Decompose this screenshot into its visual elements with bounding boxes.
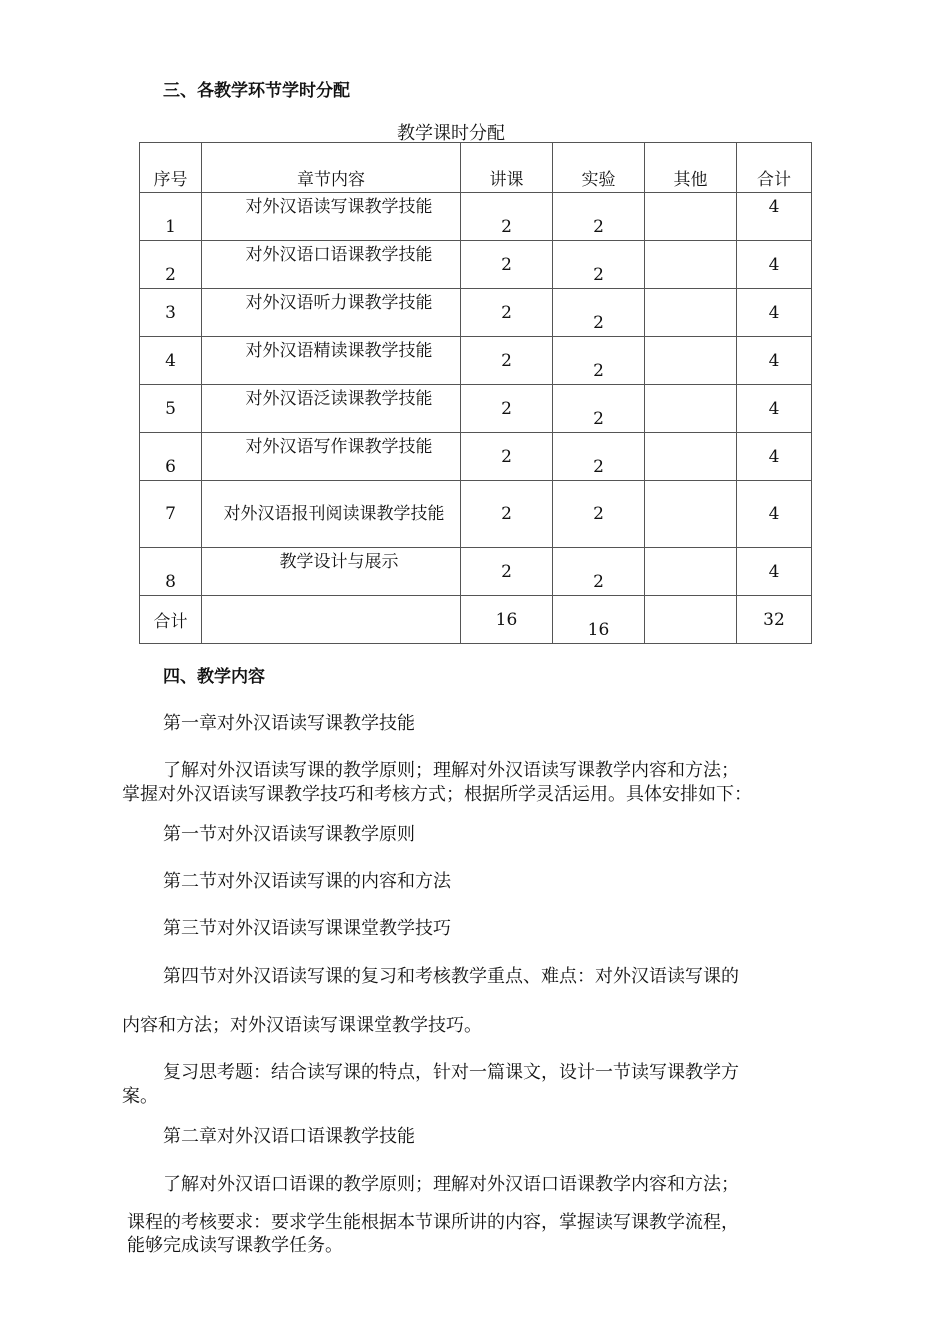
row-total: 4: [768, 398, 780, 419]
row-no: 4: [165, 350, 176, 371]
sum-total: 32: [763, 609, 785, 630]
row-no: 8: [165, 571, 176, 592]
row-lecture: 2: [501, 254, 512, 275]
row-title: 对外汉语精读课教学技能: [245, 340, 433, 361]
header-total: 合计: [737, 143, 812, 193]
table-sum-row: [140, 596, 812, 644]
table-row: [140, 385, 812, 433]
row-total: 4: [768, 561, 780, 582]
header-no: 序号: [140, 143, 202, 193]
row-total: 4: [768, 446, 780, 467]
row-total: 4: [768, 196, 780, 217]
row-lab: 2: [593, 504, 604, 524]
chapter1-section2: 第二节对外汉语读写课的内容和方法: [163, 871, 451, 892]
chapter1-section4-line1: 第四节对外汉语读写课的复习和考核教学重点、难点：对外汉语读写课的: [163, 966, 739, 987]
hours-allocation-table: [139, 142, 812, 644]
row-lecture: 2: [501, 504, 512, 524]
chapter2-intro: 了解对外汉语口语课的教学原则；理解对外汉语口语课教学内容和方法；: [163, 1174, 739, 1195]
review-questions-line1: 复习思考题：结合读写课的特点，针对一篇课文，设计一节读写课教学方: [163, 1062, 739, 1083]
row-lecture: 2: [501, 398, 512, 419]
table-row: [140, 337, 812, 385]
row-lecture: 2: [501, 446, 512, 467]
row-total: 4: [768, 254, 780, 275]
row-title: 对外汉语泛读课教学技能: [245, 388, 433, 409]
row-total: 4: [768, 350, 780, 371]
table-caption: 教学课时分配: [397, 123, 505, 144]
table-row: [140, 289, 812, 337]
table-row: [140, 433, 812, 481]
review-questions-line2: 案。: [122, 1086, 158, 1107]
table-row: [140, 548, 812, 596]
row-lab: 2: [593, 408, 604, 429]
row-no: 1: [165, 216, 176, 237]
chapter1-title: 第一章对外汉语读写课教学技能: [163, 713, 415, 734]
row-lab: 2: [593, 360, 604, 381]
row-title: 对外汉语口语课教学技能: [245, 244, 433, 265]
table-row: [140, 481, 812, 548]
row-lab: 2: [593, 312, 604, 333]
chapter1-section3: 第三节对外汉语读写课课堂教学技巧: [163, 918, 451, 939]
chapter1-intro-line2: 掌握对外汉语读写课教学技巧和考核方式；根据所学灵活运用。具体安排如下：: [122, 784, 752, 805]
chapter2-requirements-line1: 课程的考核要求：要求学生能根据本节课所讲的内容，掌握读写课教学流程，: [127, 1212, 739, 1233]
sum-label: 合计: [153, 612, 188, 632]
row-total: 4: [768, 302, 780, 323]
section3-heading: 三、各教学环节学时分配: [163, 81, 350, 101]
row-no: 2: [165, 264, 176, 285]
row-lab: 2: [593, 456, 604, 477]
row-lecture: 2: [501, 216, 512, 237]
chapter2-requirements-line2: 能够完成读写课教学任务。: [127, 1235, 343, 1256]
header-lecture: 讲课: [461, 143, 553, 193]
row-total: 4: [768, 504, 780, 524]
row-lab: 2: [593, 571, 604, 592]
row-lecture: 2: [501, 561, 512, 582]
row-no: 5: [165, 398, 176, 419]
header-content: 章节内容: [202, 143, 461, 193]
header-other: 其他: [645, 143, 737, 193]
row-title: 对外汉语听力课教学技能: [245, 292, 433, 313]
header-lab: 实验: [553, 143, 645, 193]
row-title: 对外汉语写作课教学技能: [245, 436, 433, 457]
chapter1-intro-line1: 了解对外汉语读写课的教学原则；理解对外汉语读写课教学内容和方法；: [163, 760, 739, 781]
sum-lecture: 16: [495, 609, 518, 630]
section4-heading: 四、教学内容: [163, 667, 265, 687]
row-no: 6: [165, 456, 176, 477]
row-lecture: 2: [501, 350, 512, 371]
row-title: 对外汉语报刊阅读课教学技能: [223, 504, 445, 524]
row-title: 教学设计与展示: [279, 551, 399, 572]
row-title: 对外汉语读写课教学技能: [245, 196, 433, 217]
row-lab: 2: [593, 216, 604, 237]
row-no: 7: [165, 504, 176, 524]
chapter1-section1: 第一节对外汉语读写课教学原则: [163, 824, 415, 845]
table-row: [140, 241, 812, 289]
chapter2-title: 第二章对外汉语口语课教学技能: [163, 1126, 415, 1147]
table-row: [140, 193, 812, 241]
sum-lab: 16: [587, 619, 610, 640]
row-lecture: 2: [501, 302, 512, 323]
row-no: 3: [165, 302, 176, 323]
chapter1-section4-line2: 内容和方法；对外汉语读写课课堂教学技巧。: [122, 1015, 482, 1036]
table-header-row: [140, 143, 812, 193]
row-lab: 2: [593, 264, 604, 285]
